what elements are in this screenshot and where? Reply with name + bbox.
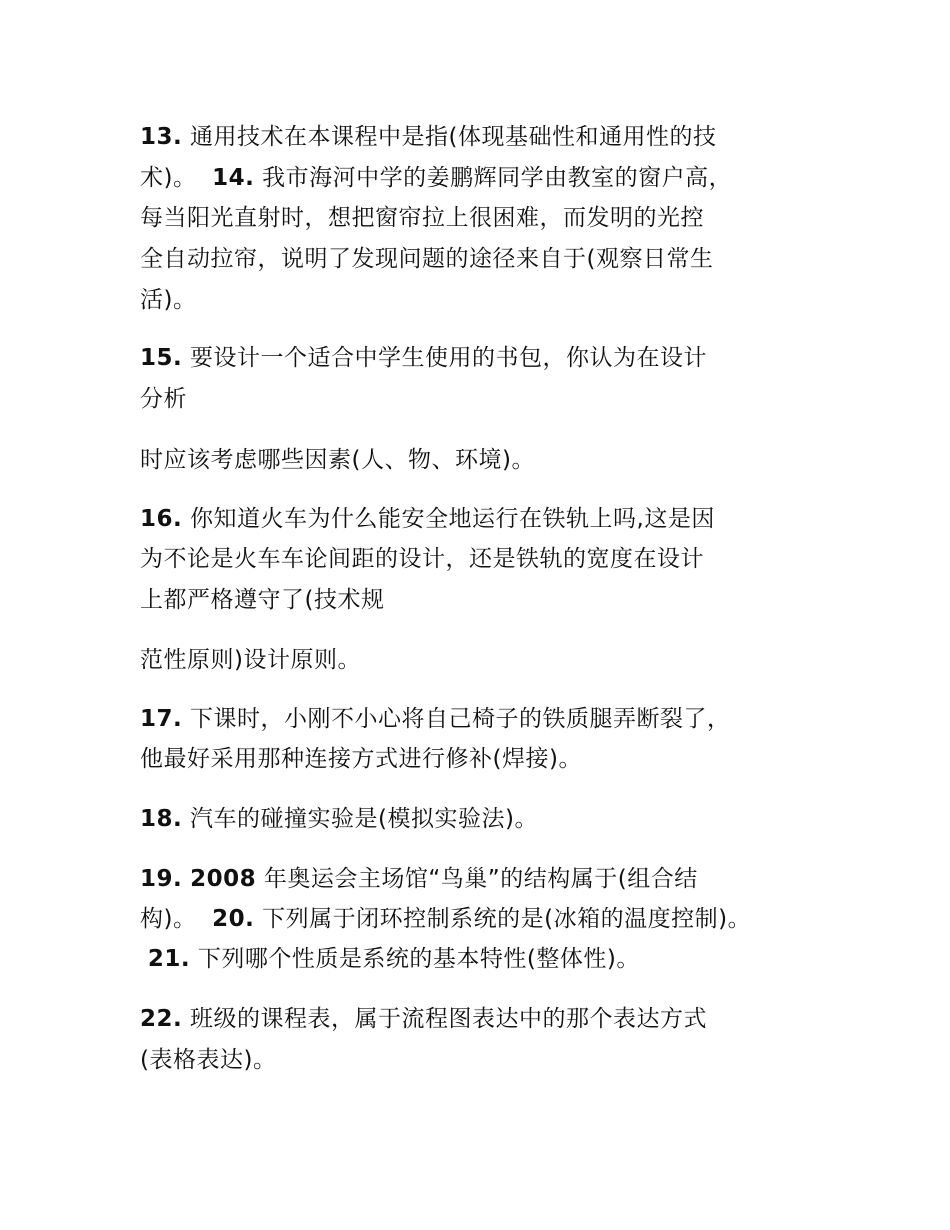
line-text: 上都严格遵守了(技术规 bbox=[140, 587, 385, 613]
line-text: 每当阳光直射时，想把窗帘拉上很困难，而发明的光控 bbox=[140, 205, 704, 231]
line-text: 时应该考虑哪些因素(人、物、环境)。 bbox=[140, 447, 535, 473]
text-line bbox=[140, 645, 361, 675]
question-number: 18. bbox=[140, 806, 183, 832]
text-line bbox=[140, 1004, 707, 1034]
question-number: 16. bbox=[140, 506, 183, 532]
text-line bbox=[140, 244, 713, 274]
text-line bbox=[140, 504, 715, 534]
year-number: 2008 bbox=[190, 866, 257, 892]
question-number: 19. bbox=[140, 866, 183, 892]
line-text: 分析 bbox=[140, 386, 187, 412]
question-number: 20. bbox=[212, 906, 255, 932]
question-number: 21. bbox=[147, 946, 191, 972]
text-line bbox=[140, 804, 538, 834]
line-text: 班级的课程表，属于流程图表达中的那个表达方式 bbox=[182, 1006, 708, 1032]
question-number: 17. bbox=[140, 706, 183, 732]
question-number: 13. bbox=[140, 124, 183, 150]
text-line bbox=[140, 203, 704, 233]
text-line bbox=[140, 445, 535, 475]
line-text: 范性原则)设计原则。 bbox=[140, 647, 361, 673]
text-line bbox=[140, 122, 717, 152]
question-number: 14. bbox=[212, 165, 255, 191]
line-text: 要设计一个适合中学生使用的书包，你认为在设计 bbox=[182, 345, 708, 371]
line-text: 活)。 bbox=[140, 287, 197, 313]
line-text: 为不论是火车车论间距的设计，还是铁轨的宽度在设计 bbox=[140, 546, 704, 572]
line-text: 下列哪个性质是系统的基本特性(整体性)。 bbox=[190, 946, 640, 972]
line-text: 下列属于闭环控制系统的是(冰箱的温度控制)。 bbox=[254, 906, 752, 932]
line-text: 全自动拉帘，说明了发现问题的途径来自于(观察日常生 bbox=[140, 246, 714, 272]
text-line bbox=[140, 585, 384, 615]
line-text: 我市海河中学的姜鹏辉同学由教室的窗户高， bbox=[254, 165, 733, 191]
line-prefix: 构)。 bbox=[140, 906, 213, 932]
line-text bbox=[182, 866, 190, 892]
text-line bbox=[140, 544, 704, 574]
line-prefix: 术)。 bbox=[140, 165, 213, 191]
text-line bbox=[140, 704, 731, 734]
line-text: 他最好采用那种连接方式进行修补(焊接)。 bbox=[140, 746, 582, 772]
text-line bbox=[140, 384, 187, 414]
text-line bbox=[140, 285, 196, 315]
line-text: 你知道火车为什么能安全地运行在铁轨上吗,这是因 bbox=[182, 506, 715, 532]
question-number: 22. bbox=[140, 1006, 183, 1032]
line-text: 通用技术在本课程中是指(体现基础性和通用性的技 bbox=[182, 124, 717, 150]
text-line bbox=[140, 343, 707, 373]
line-text: 下课时，小刚不小心将自己椅子的铁质腿弄断裂了， bbox=[182, 706, 731, 732]
text-line bbox=[140, 1045, 276, 1075]
text-line bbox=[140, 864, 698, 894]
line-prefix bbox=[140, 946, 148, 972]
question-number: 15. bbox=[140, 345, 183, 371]
line-text: (表格表达)。 bbox=[140, 1047, 277, 1073]
text-line bbox=[140, 904, 751, 934]
line-text: 年奥运会主场馆“鸟巢”的结构属于(组合结 bbox=[256, 866, 698, 892]
text-line bbox=[140, 744, 582, 774]
text-line bbox=[140, 163, 732, 193]
text-line bbox=[140, 944, 640, 974]
line-text: 汽车的碰撞实验是(模拟实验法)。 bbox=[182, 806, 539, 832]
